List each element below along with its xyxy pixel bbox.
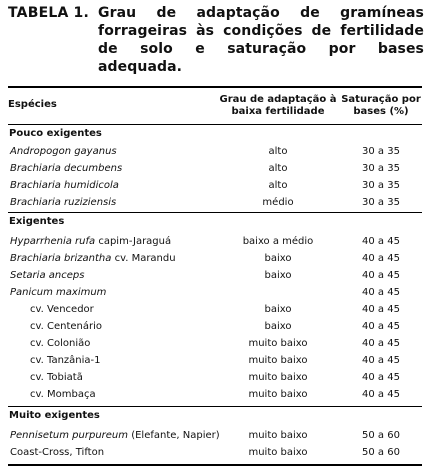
species-name: Panicum maximum xyxy=(10,287,107,298)
grau-value: médio xyxy=(262,197,294,208)
cultivar-name: cv. Mombaça xyxy=(30,389,96,400)
saturacao-value: 30 a 35 xyxy=(362,180,400,191)
table-row xyxy=(8,234,422,250)
bottom-rule xyxy=(8,464,422,466)
group-title-muito-exigentes: Muito exigentes xyxy=(9,410,100,421)
saturacao-value: 40 a 45 xyxy=(362,372,400,383)
cultivar-name: cv. Vencedor xyxy=(30,304,94,315)
table-row xyxy=(8,445,422,461)
species-name: Hyparrhenia rufa capim-Jaraguá xyxy=(10,236,172,247)
grau-value: muito baixo xyxy=(248,355,308,366)
grau-value: alto xyxy=(268,146,288,157)
caption-text: Grau de adaptação de gramíneas forrageiras às condições de fertilidade de solo e saturação por bases adequada. xyxy=(98,5,424,75)
header-grau-adaptacao xyxy=(218,94,338,118)
table-row xyxy=(8,370,422,386)
cultivar-name: cv. Tanzânia-1 xyxy=(30,355,101,366)
species-name: Brachiaria ruziziensis xyxy=(10,197,117,208)
header-grau-line1: Grau de adaptação à xyxy=(219,94,337,105)
group-title-exigentes: Exigentes xyxy=(9,216,65,227)
table-caption xyxy=(8,4,424,76)
saturacao-value: 30 a 35 xyxy=(362,163,400,174)
table-row xyxy=(8,302,422,318)
saturacao-value: 40 a 45 xyxy=(362,287,400,298)
grau-value: baixo xyxy=(264,321,292,332)
table-row xyxy=(8,178,422,194)
species-name: Brachiaria humidicola xyxy=(10,180,119,191)
saturacao-value: 40 a 45 xyxy=(362,270,400,281)
grau-value: muito baixo xyxy=(248,338,308,349)
table-row xyxy=(8,161,422,177)
saturacao-value: 40 a 45 xyxy=(362,355,400,366)
table-row xyxy=(8,319,422,335)
caption-label: TABELA 1. xyxy=(8,5,90,21)
table-row xyxy=(8,251,422,267)
grau-value: alto xyxy=(268,180,288,191)
grau-value: baixo a médio xyxy=(242,236,314,247)
saturacao-value: 30 a 35 xyxy=(362,197,400,208)
grau-value: baixo xyxy=(264,253,292,264)
header-saturacao xyxy=(340,94,422,118)
header-sat-line1: Saturação por xyxy=(341,94,421,105)
saturacao-value: 40 a 45 xyxy=(362,321,400,332)
table-row xyxy=(8,144,422,160)
header-especies: Espécies xyxy=(8,99,57,110)
group-rule xyxy=(8,212,422,213)
cultivar-name: cv. Colonião xyxy=(30,338,91,349)
grau-value: alto xyxy=(268,163,288,174)
table-row xyxy=(8,268,422,284)
saturacao-value: 40 a 45 xyxy=(362,304,400,315)
species-name: Brachiaria brizantha cv. Marandu xyxy=(10,253,176,264)
header-sat-line2: bases (%) xyxy=(353,106,409,117)
table-row xyxy=(8,336,422,352)
cultivar-name: cv. Centenário xyxy=(30,321,103,332)
saturacao-value: 50 a 60 xyxy=(362,447,400,458)
grau-value: baixo xyxy=(264,270,292,281)
cultivar-name: cv. Tobiatã xyxy=(30,372,83,383)
species-name: Coast-Cross, Tifton xyxy=(10,447,105,458)
table-row xyxy=(8,353,422,369)
saturacao-value: 30 a 35 xyxy=(362,146,400,157)
group-rule xyxy=(8,406,422,407)
table-row xyxy=(8,387,422,403)
group-title-pouco-exigentes: Pouco exigentes xyxy=(9,128,102,139)
header-grau-line2: baixa fertilidade xyxy=(231,106,325,117)
table-row xyxy=(8,195,422,211)
grau-value: muito baixo xyxy=(248,372,308,383)
header-rule xyxy=(8,124,422,125)
species-name: Andropogon gayanus xyxy=(10,146,117,157)
species-name: Pennisetum purpureum (Elefante, Napier) xyxy=(10,430,220,441)
saturacao-value: 40 a 45 xyxy=(362,389,400,400)
saturacao-value: 50 a 60 xyxy=(362,430,400,441)
grau-value: muito baixo xyxy=(248,447,308,458)
saturacao-value: 40 a 45 xyxy=(362,253,400,264)
table-row xyxy=(8,285,422,301)
top-rule xyxy=(8,86,422,88)
species-name: Setaria anceps xyxy=(10,270,85,281)
grau-value: muito baixo xyxy=(248,389,308,400)
species-name: Brachiaria decumbens xyxy=(10,163,123,174)
saturacao-value: 40 a 45 xyxy=(362,338,400,349)
grau-value: baixo xyxy=(264,304,292,315)
grau-value: muito baixo xyxy=(248,430,308,441)
table-row xyxy=(8,428,422,444)
saturacao-value: 40 a 45 xyxy=(362,236,400,247)
